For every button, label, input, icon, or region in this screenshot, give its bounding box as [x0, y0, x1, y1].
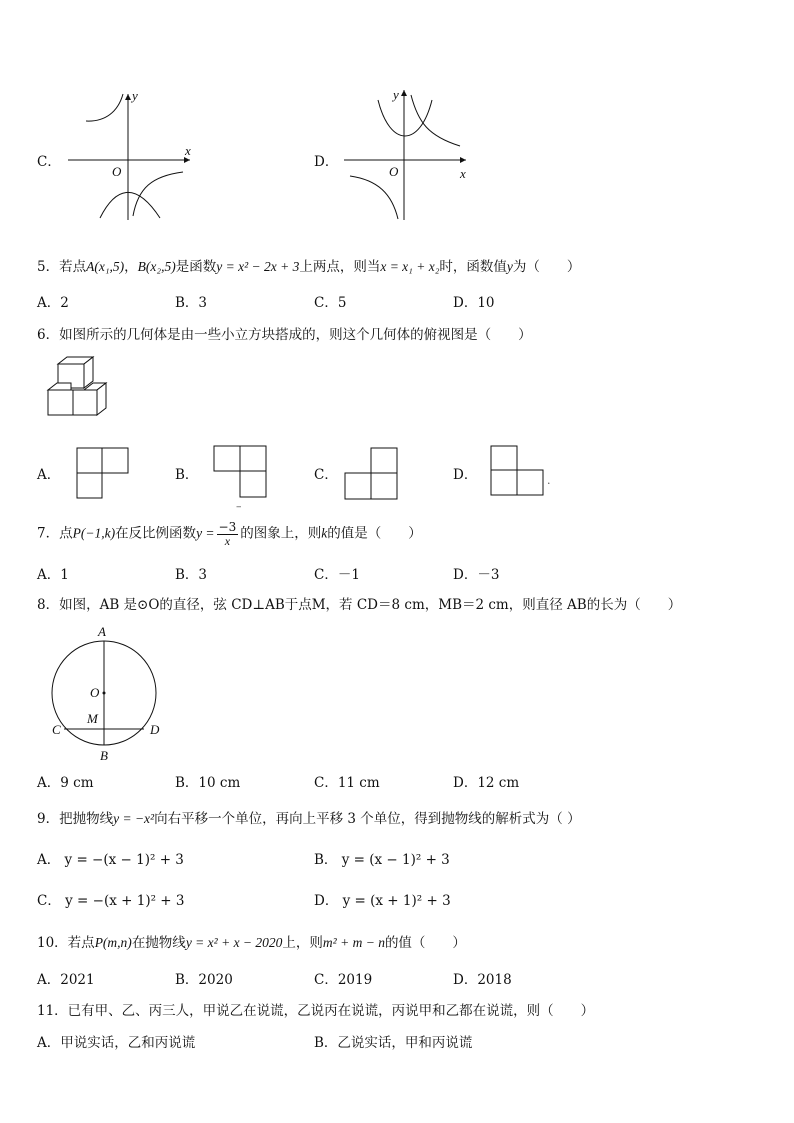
q9-option-b[interactable]: B． y = (x − 1)² + 3: [314, 852, 450, 868]
stray-dot: .: [547, 474, 551, 487]
q6-option-a[interactable]: A．: [37, 467, 61, 483]
q7-option-a[interactable]: A．1: [37, 567, 69, 583]
axis-y-label: y: [393, 87, 399, 102]
q4-option-c-label[interactable]: C．: [37, 154, 61, 170]
q9-option-a[interactable]: A． y = −(x − 1)² + 3: [37, 852, 184, 868]
label-b: B: [100, 748, 108, 763]
q4-option-d-label[interactable]: D．: [314, 154, 339, 170]
axis-y-label: y: [132, 88, 138, 103]
q6-option-c[interactable]: C．: [314, 467, 338, 483]
axis-x-label: x: [460, 166, 466, 181]
origin-label: O: [112, 164, 122, 179]
q9-option-d[interactable]: D． y = (x + 1)² + 3: [314, 893, 451, 909]
q11-stem: 11．已有甲、乙、丙三人，甲说乙在说谎，乙说丙在说谎，丙说甲和乙都在说谎，则（ ）: [37, 1003, 595, 1019]
q9-option-c[interactable]: C． y = −(x + 1)² + 3: [37, 893, 185, 909]
label-m: M: [87, 711, 98, 726]
q5-option-a[interactable]: A．2: [37, 295, 69, 311]
q6-stem: 6．如图所示的几何体是由一些小立方块搭成的，则这个几何体的俯视图是（ ）: [37, 327, 532, 343]
label-c: C: [52, 722, 61, 737]
origin-label: O: [389, 164, 399, 179]
q8-option-d[interactable]: D．12 cm: [453, 775, 520, 791]
label-o: O: [90, 685, 100, 700]
q7-option-d[interactable]: D．－3: [453, 567, 500, 583]
q10-option-c[interactable]: C．2019: [314, 972, 373, 988]
q10-option-d[interactable]: D．2018: [453, 972, 512, 988]
q10-option-b[interactable]: B．2020: [175, 972, 233, 988]
q7-option-c[interactable]: C．－1: [314, 567, 360, 583]
q6-option-b[interactable]: B．: [175, 467, 199, 483]
q10-stem: 10．若点P(m,n)在抛物线y = x² + x − 2020上，则m² + m − n的值（ ）: [37, 935, 466, 951]
q8-option-b[interactable]: B．10 cm: [175, 775, 241, 791]
q11-option-b[interactable]: B．乙说实话，甲和丙说谎: [314, 1035, 473, 1051]
q5-option-b[interactable]: B．3: [175, 295, 208, 311]
q8-stem: 8．如图，AB 是⊙O的直径，弦 CD⊥AB于点M，若 CD＝8 cm，MB＝2 cm，则直径 AB的长为（ ）: [37, 597, 682, 613]
q9-stem: 9．把抛物线y = −x²向右平移一个单位，再向上平移 3 个单位，得到抛物线的解析式为（ ）: [37, 811, 581, 827]
q10-option-a[interactable]: A．2021: [37, 972, 95, 988]
axis-x-label: x: [185, 143, 191, 158]
q6-option-d[interactable]: D．: [453, 467, 478, 483]
fraction: $\frac{-3}{x}$: [218, 520, 237, 548]
q11-option-a[interactable]: A．甲说实话，乙和丙说谎: [37, 1035, 196, 1051]
center-point: [103, 692, 106, 695]
label-a: A: [98, 624, 106, 639]
stray-mark: –: [236, 500, 242, 513]
q5-stem: 5．若点A(x₁,5)，B(x₂,5)是函数y = x² − 2x + 3上两点，则当x = x₁ + x₂时，函数值y为（ ）: [37, 259, 581, 275]
q5-option-d[interactable]: D．10: [453, 295, 495, 311]
q7-stem: 7．点P(−1,k)在反比例函数y = $\frac{-3}{x}$ 的图象上，则k的值是（ ）: [37, 520, 422, 548]
q5-option-c[interactable]: C．5: [314, 295, 347, 311]
q8-option-c[interactable]: C．11 cm: [314, 775, 380, 791]
q7-option-b[interactable]: B．3: [175, 567, 208, 583]
label-d: D: [150, 722, 160, 737]
q8-option-a[interactable]: A．9 cm: [37, 775, 94, 791]
